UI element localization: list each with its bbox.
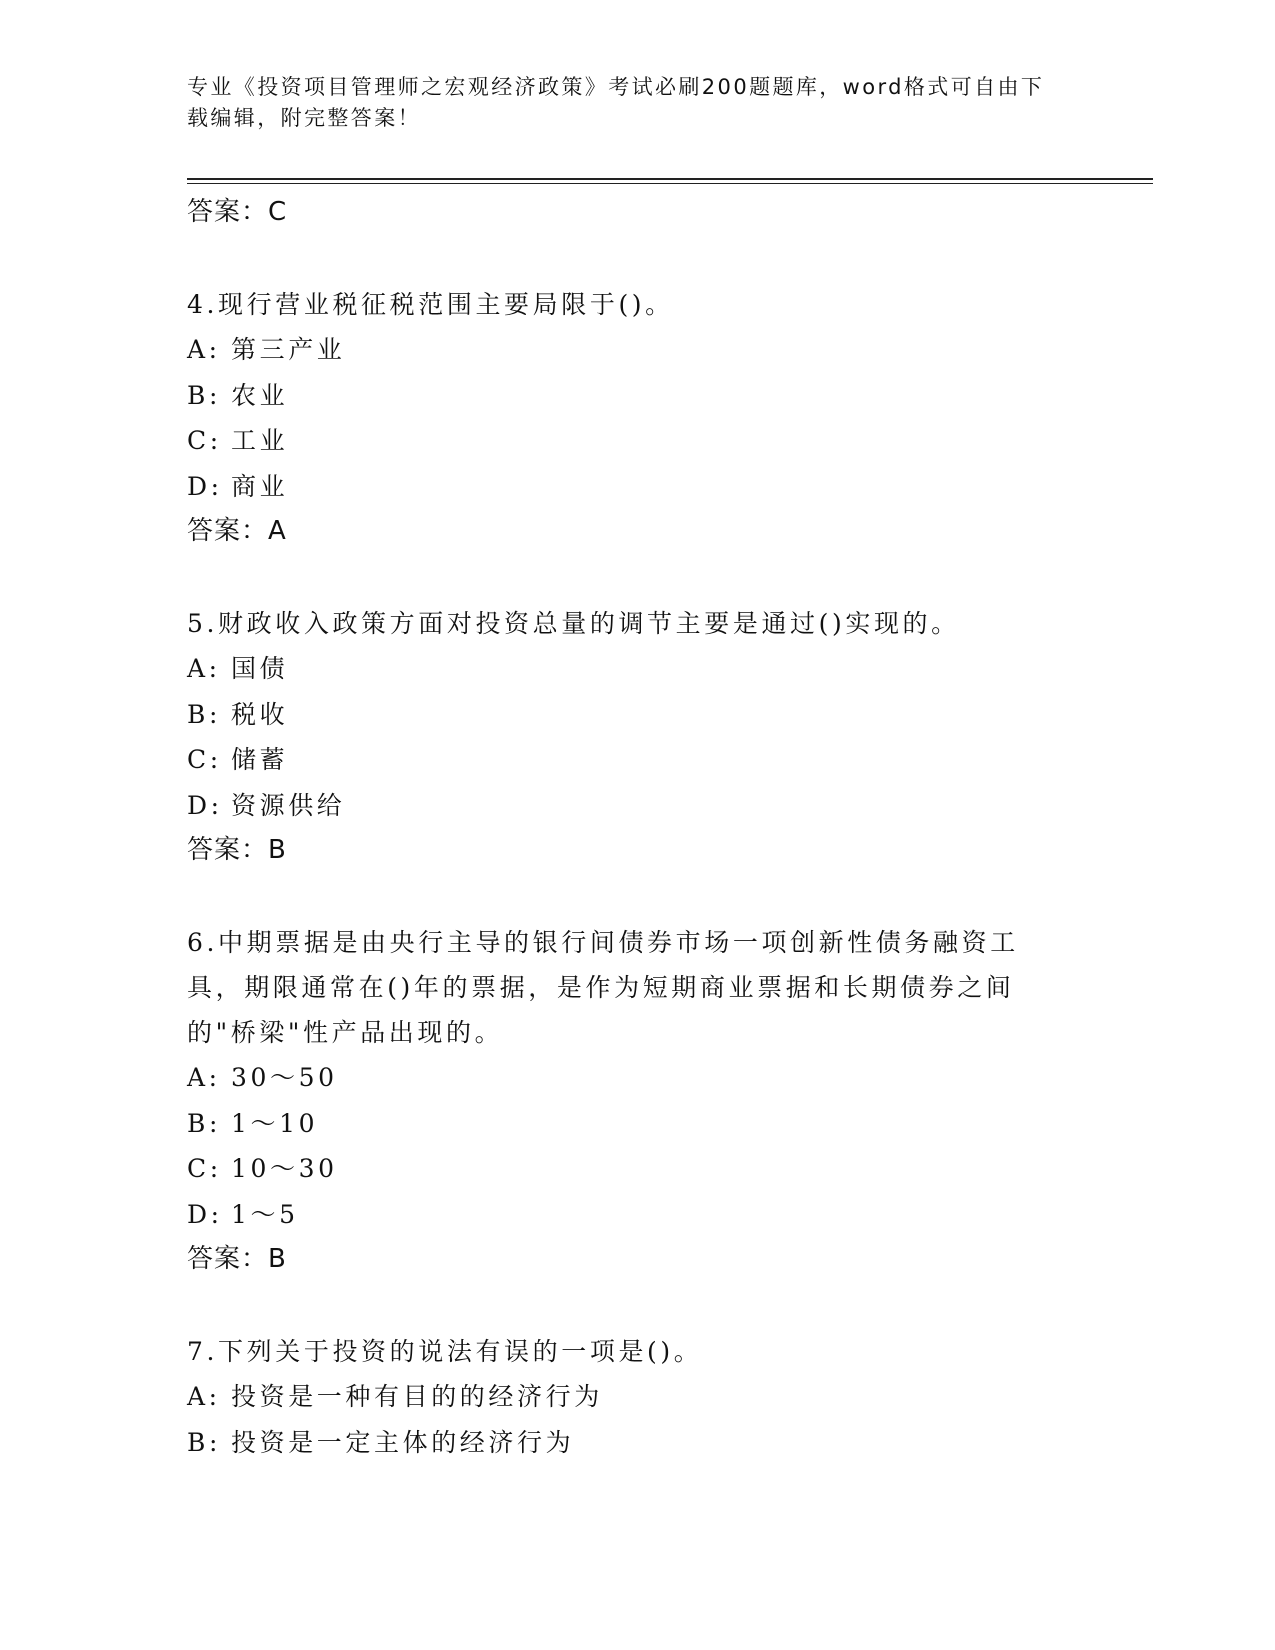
- question-7: [187, 1329, 1087, 1465]
- answer-line: 答案：B: [187, 1244, 287, 1274]
- option-d: D: 商业: [187, 471, 289, 501]
- option-c: C: 10～30: [187, 1154, 338, 1183]
- question-stem: 7.下列关于投资的说法有误的一项是()。: [187, 1337, 703, 1366]
- option-a: A: 投资是一种有目的的经济行为: [187, 1382, 603, 1411]
- option-a: A: 30～50: [187, 1063, 338, 1092]
- question-stem: 5.财政收入政策方面对投资总量的调节主要是通过()实现的。: [187, 609, 960, 638]
- answer-line: 答案：B: [187, 835, 287, 865]
- option-b: B: 1～10: [187, 1108, 319, 1138]
- option-b: B: 税收: [187, 699, 289, 729]
- question-6: [187, 920, 1087, 1281]
- question-stem: 6.中期票据是由央行主导的银行间债券市场一项创新性债务融资工具，期限通常在()年的票据，是作为短期商业票据和长期债券之间的"桥梁"性产品出现的。: [187, 928, 1019, 1047]
- answer-line: 答案：C: [187, 197, 288, 227]
- question-stem: 4.现行营业税征税范围主要局限于()。: [187, 290, 674, 319]
- option-d: D: 1～5: [187, 1199, 299, 1229]
- option-a: A: 第三产业: [187, 335, 346, 364]
- option-c: C: 储蓄: [187, 745, 289, 774]
- option-c: C: 工业: [187, 426, 289, 455]
- option-b: B: 投资是一定主体的经济行为: [187, 1427, 575, 1457]
- header-divider: [187, 178, 1153, 180]
- option-d: D: 资源供给: [187, 790, 346, 820]
- question-5: [187, 601, 1087, 872]
- header-divider-thin: [187, 183, 1153, 184]
- document-header: 专业《投资项目管理师之宏观经济政策》考试必刷200题题库，word格式可自由下载编辑，附完整答案！: [187, 75, 1045, 130]
- option-a: A: 国债: [187, 654, 289, 683]
- option-b: B: 农业: [187, 380, 289, 410]
- answer-line: 答案：A: [187, 516, 287, 546]
- question-4: [187, 282, 1087, 553]
- document-body: [187, 190, 1087, 1465]
